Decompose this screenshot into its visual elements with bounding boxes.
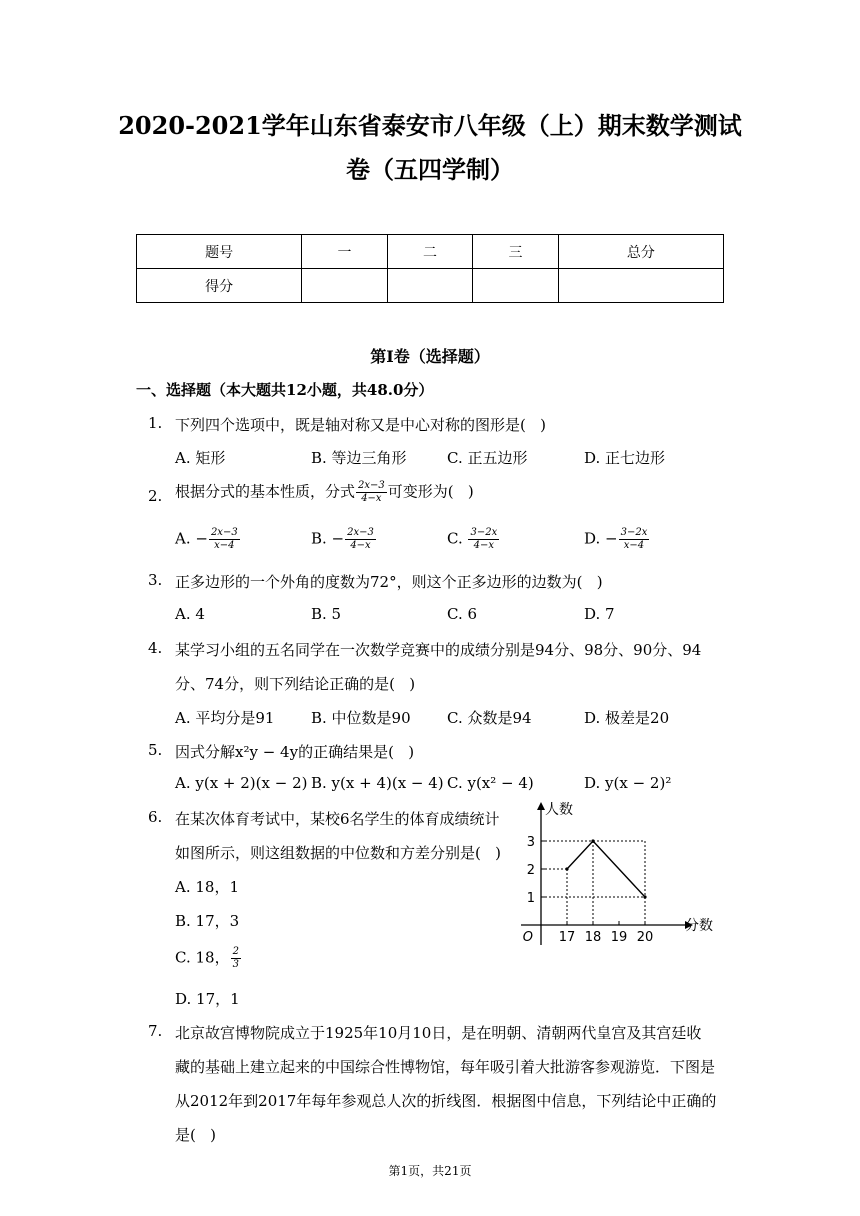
question-text-line2: 分、74分，则下列结论正确的是( ): [175, 675, 416, 693]
section-title: 第I卷（选择题）: [370, 347, 490, 366]
question-text: 正多边形的一个外角的度数为72°，则这个正多边形的边数为( ): [175, 573, 603, 591]
score-cell: 题号: [137, 235, 302, 269]
option-label: A. −: [175, 529, 208, 548]
option-label: C. 18，: [175, 948, 230, 967]
option-a: [175, 527, 241, 552]
option-d: D. 17，1: [175, 990, 240, 1008]
question-text: 下列四个选项中，既是轴对称又是中心对称的图形是( ): [175, 416, 547, 434]
score-cell: [558, 269, 723, 303]
doc-title-line1: 2020-2021学年山东省泰安市八年级（上）期末数学测试: [118, 111, 742, 140]
question-number: 7.: [148, 1022, 163, 1040]
chart-guides: [541, 841, 645, 925]
fraction: [345, 527, 376, 552]
question-text-line3: 从2012年到2017年每年参观总人次的折线图．根据图中信息，下列结论中正确的: [175, 1092, 717, 1110]
option-b: B. 17，3: [175, 912, 240, 930]
numerator: 3−2x: [620, 527, 648, 538]
option-b: B. y(x + 4)(x − 4): [311, 774, 444, 792]
y-axis-label: 人数: [545, 802, 573, 818]
x-tick-label: 18: [584, 930, 602, 945]
numerator: 3−2x: [470, 527, 498, 538]
x-axis-label: 分数: [685, 918, 713, 934]
option-label: B. −: [311, 529, 345, 548]
fraction: [231, 946, 241, 971]
denominator: x−4: [623, 540, 645, 551]
denominator: 4−x: [473, 540, 495, 551]
option-d: [584, 527, 650, 552]
numerator: 2: [232, 946, 239, 957]
score-cell: [387, 269, 472, 303]
score-table-score-row: [137, 269, 724, 303]
option-b: B. 中位数是90: [311, 709, 411, 727]
y-tick-label: 1: [526, 891, 535, 906]
option-c: C. 6: [447, 605, 478, 623]
option-d: D. 极差是20: [584, 709, 670, 727]
option-a: A. 4: [175, 605, 205, 623]
option-d: D. 7: [584, 605, 615, 623]
y-tick-label: 2: [526, 863, 535, 878]
x-tick-label: 19: [610, 930, 628, 945]
numerator: 2x−3: [347, 527, 374, 538]
question-text: [175, 480, 474, 505]
score-cell: 总分: [558, 235, 723, 269]
score-table: [136, 234, 724, 303]
fraction: [209, 527, 240, 552]
option-c: [447, 527, 500, 552]
question-number: 5.: [148, 741, 163, 759]
score-cell: [302, 269, 387, 303]
question-number: 1.: [148, 414, 163, 432]
score-cell: 三: [473, 235, 558, 269]
denominator: x−4: [214, 540, 235, 551]
question-number: 6.: [148, 808, 163, 826]
question-text-pre: 根据分式的基本性质，分式: [175, 482, 356, 501]
question-text: 因式分解x²y − 4y的正确结果是( ): [175, 743, 415, 761]
score-line-chart: [515, 800, 720, 950]
question-text-line4: 是( ): [175, 1126, 217, 1144]
option-d: D. y(x − 2)²: [584, 774, 672, 792]
score-cell: 二: [387, 235, 472, 269]
x-tick-label: 17: [558, 930, 576, 945]
option-c: C. y(x² − 4): [447, 774, 534, 792]
option-label: C.: [447, 529, 468, 548]
option-c: C. 众数是94: [447, 709, 532, 727]
chart-labels: [523, 801, 713, 945]
denominator: 4−x: [361, 493, 382, 504]
data-point: [565, 867, 568, 870]
series-line: [567, 841, 645, 897]
question-text-line2: 藏的基础上建立起来的中国综合性博物馆，每年吸引着大批游客参观游览．下图是: [175, 1058, 716, 1076]
denominator: 4−x: [350, 540, 371, 551]
score-table-header-row: [137, 235, 724, 269]
numerator: 2x−3: [358, 480, 385, 491]
question-text-line1: 在某次体育考试中，某校6名学生的体育成绩统计: [175, 810, 500, 828]
option-label: D. −: [584, 529, 618, 548]
option-a: A. y(x + 2)(x − 2): [175, 774, 308, 792]
question-text-line2: 如图所示，则这组数据的中位数和方差分别是( ): [175, 844, 502, 862]
option-b: [311, 527, 377, 552]
chart-axes: [521, 802, 693, 945]
option-c: C. 正五边形: [447, 449, 528, 467]
option-b: B. 5: [311, 605, 342, 623]
page-footer: 第1页，共21页: [388, 1164, 472, 1178]
option-a: A. 18，1: [175, 878, 239, 896]
option-a: A. 矩形: [175, 449, 226, 467]
question-text-post: 可变形为( ): [387, 482, 474, 501]
question-text-line1: 某学习小组的五名同学在一次数学竞赛中的成绩分别是94分、98分、90分、94: [175, 641, 702, 659]
fraction: [619, 527, 650, 552]
fraction: [356, 480, 387, 505]
x-tick-label: 20: [636, 930, 654, 945]
part-title: 一、选择题（本大题共12小题，共48.0分）: [136, 381, 434, 399]
numerator: 2x−3: [210, 527, 238, 538]
score-cell: 一: [302, 235, 387, 269]
origin-label: O: [522, 930, 533, 945]
score-cell: 得分: [137, 269, 302, 303]
y-tick-label: 3: [526, 835, 535, 850]
chart-series: [565, 839, 646, 898]
data-point: [591, 839, 594, 842]
question-text-line1: 北京故宫博物院成立于1925年10月10日，是在明朝、清朝两代皇宫及其宫廷收: [175, 1024, 702, 1042]
question-number: 3.: [148, 571, 163, 589]
question-number: 4.: [148, 639, 163, 657]
data-point: [643, 895, 646, 898]
option-d: D. 正七边形: [584, 449, 666, 467]
option-a: A. 平均分是91: [175, 709, 275, 727]
denominator: 3: [232, 959, 239, 970]
y-axis-arrow: [537, 802, 545, 810]
option-b: B. 等边三角形: [311, 449, 407, 467]
score-cell: [473, 269, 558, 303]
question-number: 2.: [148, 487, 163, 505]
fraction: [468, 527, 499, 552]
doc-title-line2: 卷（五四学制）: [346, 155, 514, 184]
option-c: [175, 946, 242, 971]
